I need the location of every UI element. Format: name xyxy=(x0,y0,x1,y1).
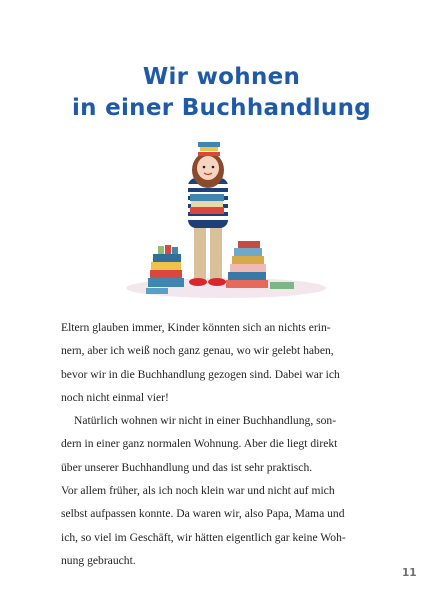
text-line: ich, so viel im Geschäft, wir hätten eigentlich gar keine Woh- xyxy=(61,530,346,544)
text-line: dern in einer ganz normalen Wohnung. Aber die liegt direkt xyxy=(61,437,338,451)
books-on-head xyxy=(198,142,220,156)
body-text xyxy=(61,316,373,572)
paragraph-1 xyxy=(61,316,373,409)
paragraph-2 xyxy=(61,409,373,572)
text-line: über unserer Buchhandlung und das ist sehr praktisch. xyxy=(61,460,313,474)
girl-with-books-illustration xyxy=(118,128,328,308)
text-line: bevor wir in die Buchhandlung gezogen sind. Dabei war ich xyxy=(61,367,340,381)
text-line: nung gebraucht. xyxy=(61,553,136,567)
chapter-title xyxy=(0,62,443,124)
held-books xyxy=(190,194,224,214)
chapter-title-line-2: in einer Buchhandlung xyxy=(71,95,372,121)
text-line: selbst aufpassen konnte. Da waren wir, also Papa, Mama und xyxy=(61,507,345,521)
text-line: Eltern glauben immer, Kinder könnten sich an nichts erin- xyxy=(61,321,331,334)
left-book-pile xyxy=(146,245,184,294)
text-line: nern, aber ich weiß noch ganz genau, wo wir gelebt haben, xyxy=(61,344,334,358)
text-line: Vor allem früher, als ich noch klein war und nicht auf mich xyxy=(61,484,335,498)
chapter-title-line-1: Wir wohnen xyxy=(142,64,301,90)
text-line: noch nicht einmal vier! xyxy=(61,390,169,404)
text-line: Natürlich wohnen wir nicht in einer Buchhandlung, son- xyxy=(74,414,337,428)
page-number: 11 xyxy=(402,567,417,579)
